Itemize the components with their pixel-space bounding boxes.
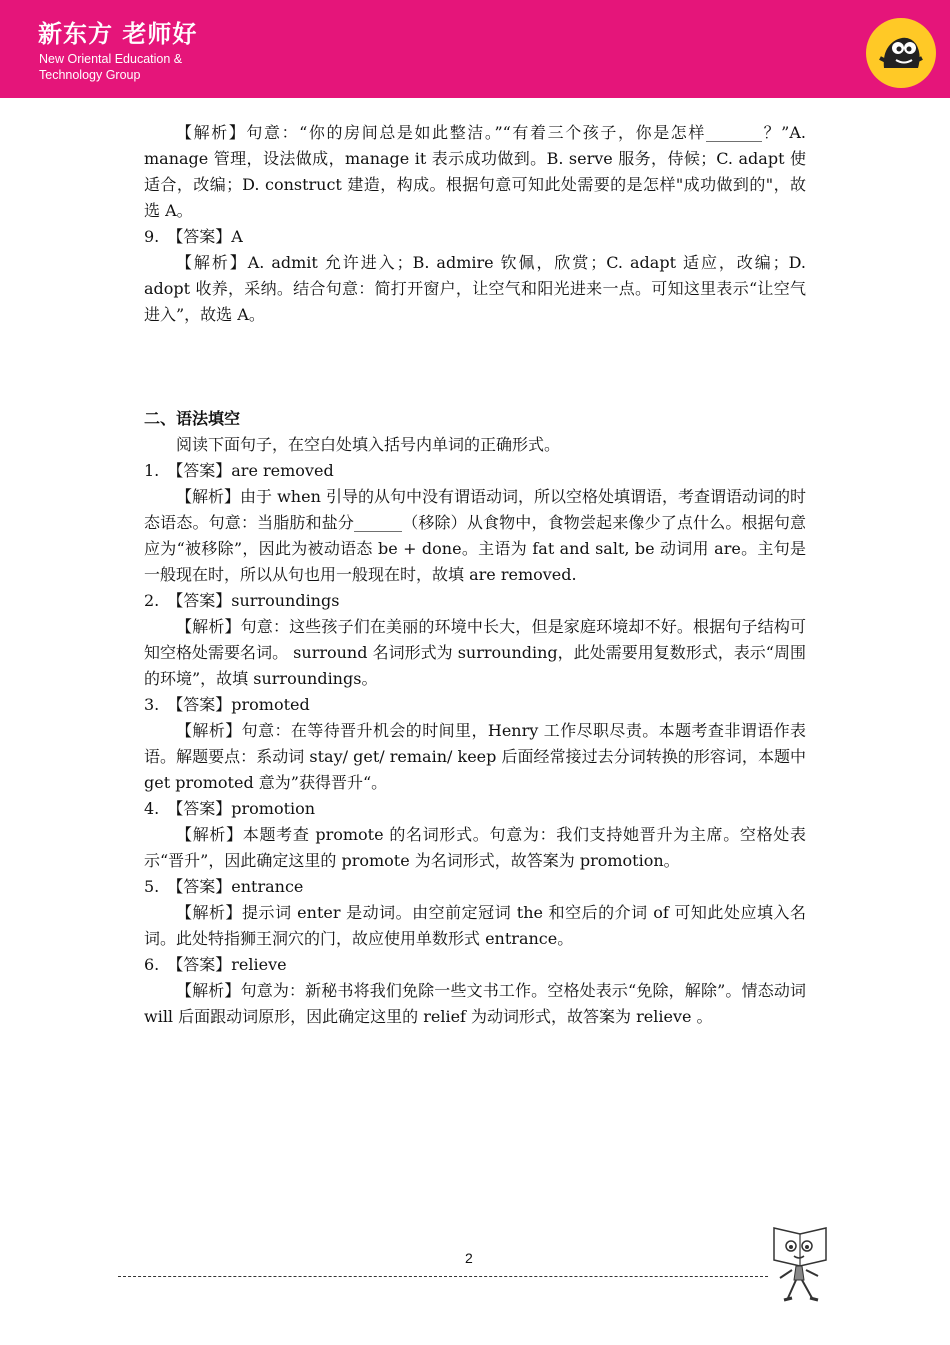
answer-line: 4. 【答案】promotion bbox=[144, 799, 316, 818]
document-body bbox=[144, 120, 806, 1030]
brand-name-english: New Oriental Education & Technology Group bbox=[39, 52, 183, 82]
explanation-paragraph: 【解析】句意：“你的房间总是如此整洁。”“有着三个孩子，你是怎样_______？”A. manage 管理，设法做成，manage it 表示成功做到。B. serve 服务，侍候；C. adapt 使适合，改编；D. construct 建造，构成。根据句意可知此处需要的是怎样"成功做到的"，故选 A。 bbox=[144, 123, 806, 220]
footer-divider bbox=[118, 1276, 768, 1277]
section-title: 二、语法填空 bbox=[144, 409, 241, 428]
explanation-paragraph: 【解析】A. admit 允许进入；B. admire 钦佩，欣赏；C. adapt 适应，改编；D. adopt 收养，采纳。结合句意：简打开窗户，让空气和阳光进来一点。可知这里表示“让空气进入”，故选 A。 bbox=[144, 253, 806, 324]
explanation-paragraph: 【解析】句意为：新秘书将我们免除一些文书工作。空格处表示“免除，解除”。情态动词 will 后面跟动词原形，因此确定这里的 relief 为动词形式，故答案为 relieve 。 bbox=[144, 981, 806, 1026]
answer-line: 6. 【答案】relieve bbox=[144, 955, 287, 974]
header-banner bbox=[0, 0, 950, 98]
page-number: 2 bbox=[465, 1250, 473, 1266]
explanation-paragraph: 【解析】句意：在等待晋升机会的时间里，Henry 工作尽职尽责。本题考查非谓语作表语。解题要点：系动词 stay/ get/ remain/ keep 后面经常接过去分词转换的形容词，本题中 get promoted 意为”获得晋升“。 bbox=[144, 721, 806, 792]
explanation-paragraph: 【解析】由于 when 引导的从句中没有谓语动词，所以空格处填谓语，考查谓语动词的时态语态。句意：当脂肪和盐分______（移除）从食物中，食物尝起来像少了点什么。根据句意应为“被移除”，因此为被动语态 be + done。主语为 fat and salt, be 动词用 are。主句是一般现在时，所以从句也用一般现在时，故填 are removed. bbox=[144, 487, 806, 584]
answer-line: 3. 【答案】promoted bbox=[144, 695, 310, 714]
answer-line: 9. 【答案】A bbox=[144, 227, 243, 246]
answer-line: 2. 【答案】surroundings bbox=[144, 591, 340, 610]
mascot-logo-icon bbox=[866, 18, 936, 88]
explanation-paragraph: 【解析】提示词 enter 是动词。由空前定冠词 the 和空后的介词 of 可知此处应填入名词。此处特指狮王洞穴的门，故应使用单数形式 entrance。 bbox=[144, 903, 806, 948]
answer-line: 5. 【答案】entrance bbox=[144, 877, 304, 896]
explanation-paragraph: 【解析】句意：这些孩子们在美丽的环境中长大，但是家庭环境却不好。根据句子结构可知空格处需要名词。 surround 名词形式为 surrounding，此处需要用复数形式，表示“周围的环境”，故填 surroundings。 bbox=[144, 617, 806, 688]
section-spacer bbox=[144, 328, 806, 406]
answer-line: 1. 【答案】are removed bbox=[144, 461, 334, 480]
book-mascot-icon bbox=[770, 1222, 830, 1304]
explanation-paragraph: 【解析】本题考查 promote 的名词形式。句意为：我们支持她晋升为主席。空格处表示“晋升”，因此确定这里的 promote 为名词形式，故答案为 promotion。 bbox=[144, 825, 806, 870]
instruction-text: 阅读下面句子，在空白处填入括号内单词的正确形式。 bbox=[176, 435, 561, 454]
brand-name-chinese: 新东方 老师好 bbox=[38, 20, 198, 48]
